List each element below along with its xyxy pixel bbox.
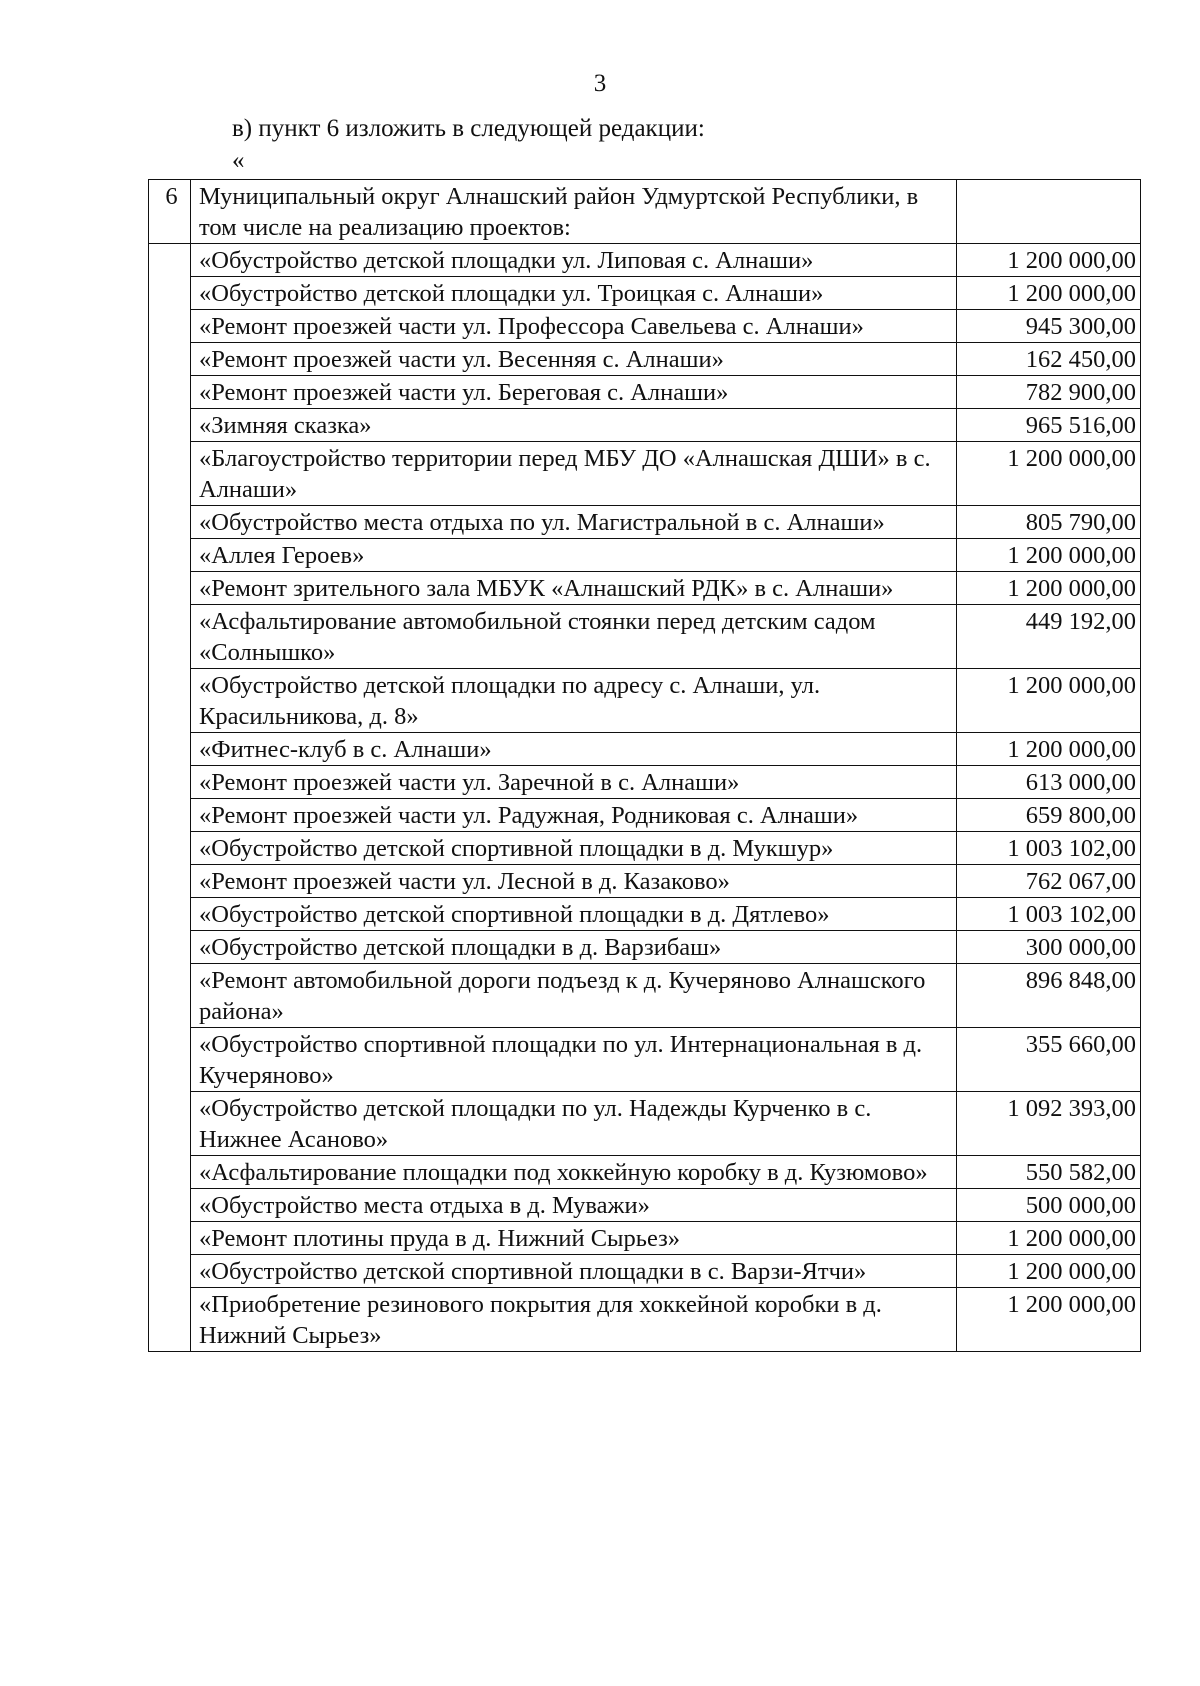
project-name: «Асфальтирование автомобильной стоянки перед детским садом «Солнышко» — [191, 605, 957, 669]
project-name: «Ремонт проезжей части ул. Профессора Савельева с. Алнаши» — [191, 310, 957, 343]
table-row — [149, 832, 1141, 865]
project-name: «Обустройство места отдыха по ул. Магистральной в с. Алнаши» — [191, 506, 957, 539]
table-row — [149, 1028, 1141, 1092]
project-amount: 300 000,00 — [957, 931, 1141, 964]
project-name: «Фитнес-клуб в с. Алнаши» — [191, 733, 957, 766]
project-amount: 1 200 000,00 — [957, 1288, 1141, 1352]
table-row — [149, 799, 1141, 832]
project-name: «Обустройство детской спортивной площадки в д. Мукшур» — [191, 832, 957, 865]
project-name: «Обустройство детской площадки по ул. Надежды Курченко в с. Нижнее Асаново» — [191, 1092, 957, 1156]
project-name: «Приобретение резинового покрытия для хоккейной коробки в д. Нижний Сырьез» — [191, 1288, 957, 1352]
projects-table-body — [149, 180, 1141, 1352]
municipality-name: Муниципальный округ Алнашский район Удмуртской Республики, в том числе на реализацию проектов: — [191, 180, 957, 244]
table-row — [149, 442, 1141, 506]
table-row — [149, 409, 1141, 442]
table-row — [149, 1222, 1141, 1255]
project-amount: 1 003 102,00 — [957, 832, 1141, 865]
table-row — [149, 865, 1141, 898]
project-name: «Обустройство места отдыха в д. Муважи» — [191, 1189, 957, 1222]
project-amount: 1 200 000,00 — [957, 733, 1141, 766]
project-name: «Зимняя сказка» — [191, 409, 957, 442]
project-amount: 1 200 000,00 — [957, 572, 1141, 605]
project-name: «Ремонт проезжей части ул. Радужная, Родниковая с. Алнаши» — [191, 799, 957, 832]
table-row — [149, 244, 1141, 277]
table-row — [149, 1092, 1141, 1156]
page-number: 3 — [593, 70, 607, 97]
project-name: «Обустройство детской спортивной площадки в д. Дятлево» — [191, 898, 957, 931]
project-name: «Обустройство детской площадки в д. Варзибаш» — [191, 931, 957, 964]
project-name: «Ремонт зрительного зала МБУК «Алнашский РДК» в с. Алнаши» — [191, 572, 957, 605]
project-amount: 1 200 000,00 — [957, 669, 1141, 733]
project-name: «Обустройство детской площадки ул. Липовая с. Алнаши» — [191, 244, 957, 277]
project-name: «Ремонт проезжей части ул. Береговая с. Алнаши» — [191, 376, 957, 409]
table-row — [149, 1189, 1141, 1222]
project-amount: 162 450,00 — [957, 343, 1141, 376]
project-name: «Ремонт проезжей части ул. Заречной в с. Алнаши» — [191, 766, 957, 799]
project-amount: 1 200 000,00 — [957, 442, 1141, 506]
table-row — [149, 572, 1141, 605]
project-amount: 945 300,00 — [957, 310, 1141, 343]
table-row — [149, 964, 1141, 1028]
project-amount: 659 800,00 — [957, 799, 1141, 832]
project-amount: 782 900,00 — [957, 376, 1141, 409]
project-name: «Обустройство детской спортивной площадки в с. Варзи-Ятчи» — [191, 1255, 957, 1288]
project-amount: 1 200 000,00 — [957, 539, 1141, 572]
table-row — [149, 766, 1141, 799]
project-amount: 805 790,00 — [957, 506, 1141, 539]
project-name: «Обустройство спортивной площадки по ул. Интернациональная в д. Кучеряново» — [191, 1028, 957, 1092]
project-amount: 1 200 000,00 — [957, 1222, 1141, 1255]
project-name: «Обустройство детской площадки ул. Троицкая с. Алнаши» — [191, 277, 957, 310]
project-name: «Ремонт проезжей части ул. Лесной в д. Казаково» — [191, 865, 957, 898]
table-row — [149, 605, 1141, 669]
project-name: «Обустройство детской площадки по адресу с. Алнаши, ул. Красильникова, д. 8» — [191, 669, 957, 733]
table-row — [149, 1288, 1141, 1352]
project-amount: 965 516,00 — [957, 409, 1141, 442]
project-amount: 896 848,00 — [957, 964, 1141, 1028]
item-number: 6 — [149, 180, 191, 244]
project-amount: 550 582,00 — [957, 1156, 1141, 1189]
table-row — [149, 733, 1141, 766]
project-amount: 355 660,00 — [957, 1028, 1141, 1092]
table-row — [149, 376, 1141, 409]
table-row — [149, 669, 1141, 733]
table-row — [149, 1255, 1141, 1288]
project-amount: 1 200 000,00 — [957, 1255, 1141, 1288]
table-row — [149, 310, 1141, 343]
project-amount: 613 000,00 — [957, 766, 1141, 799]
table-row — [149, 343, 1141, 376]
amendment-intro: в) пункт 6 изложить в следующей редакции: — [232, 115, 705, 142]
project-amount: 449 192,00 — [957, 605, 1141, 669]
project-amount: 762 067,00 — [957, 865, 1141, 898]
municipality-amount — [957, 180, 1141, 244]
table-row — [149, 1156, 1141, 1189]
project-amount: 500 000,00 — [957, 1189, 1141, 1222]
table-row — [149, 539, 1141, 572]
table-row — [149, 506, 1141, 539]
projects-table — [148, 179, 1141, 1352]
project-name: «Благоустройство территории перед МБУ ДО «Алнашская ДШИ» в с. Алнаши» — [191, 442, 957, 506]
table-row — [149, 898, 1141, 931]
blank-number-cell — [149, 244, 191, 1352]
project-name: «Ремонт автомобильной дороги подъезд к д. Кучеряново Алнашского района» — [191, 964, 957, 1028]
project-name: «Ремонт проезжей части ул. Весенняя с. Алнаши» — [191, 343, 957, 376]
table-row — [149, 931, 1141, 964]
opening-quote: « — [232, 147, 245, 174]
project-amount: 1 003 102,00 — [957, 898, 1141, 931]
project-amount: 1 092 393,00 — [957, 1092, 1141, 1156]
project-amount: 1 200 000,00 — [957, 244, 1141, 277]
table-row — [149, 277, 1141, 310]
project-name: «Асфальтирование площадки под хоккейную коробку в д. Кузюмово» — [191, 1156, 957, 1189]
project-name: «Ремонт плотины пруда в д. Нижний Сырьез» — [191, 1222, 957, 1255]
project-amount: 1 200 000,00 — [957, 277, 1141, 310]
project-name: «Аллея Героев» — [191, 539, 957, 572]
table-header-row — [149, 180, 1141, 244]
